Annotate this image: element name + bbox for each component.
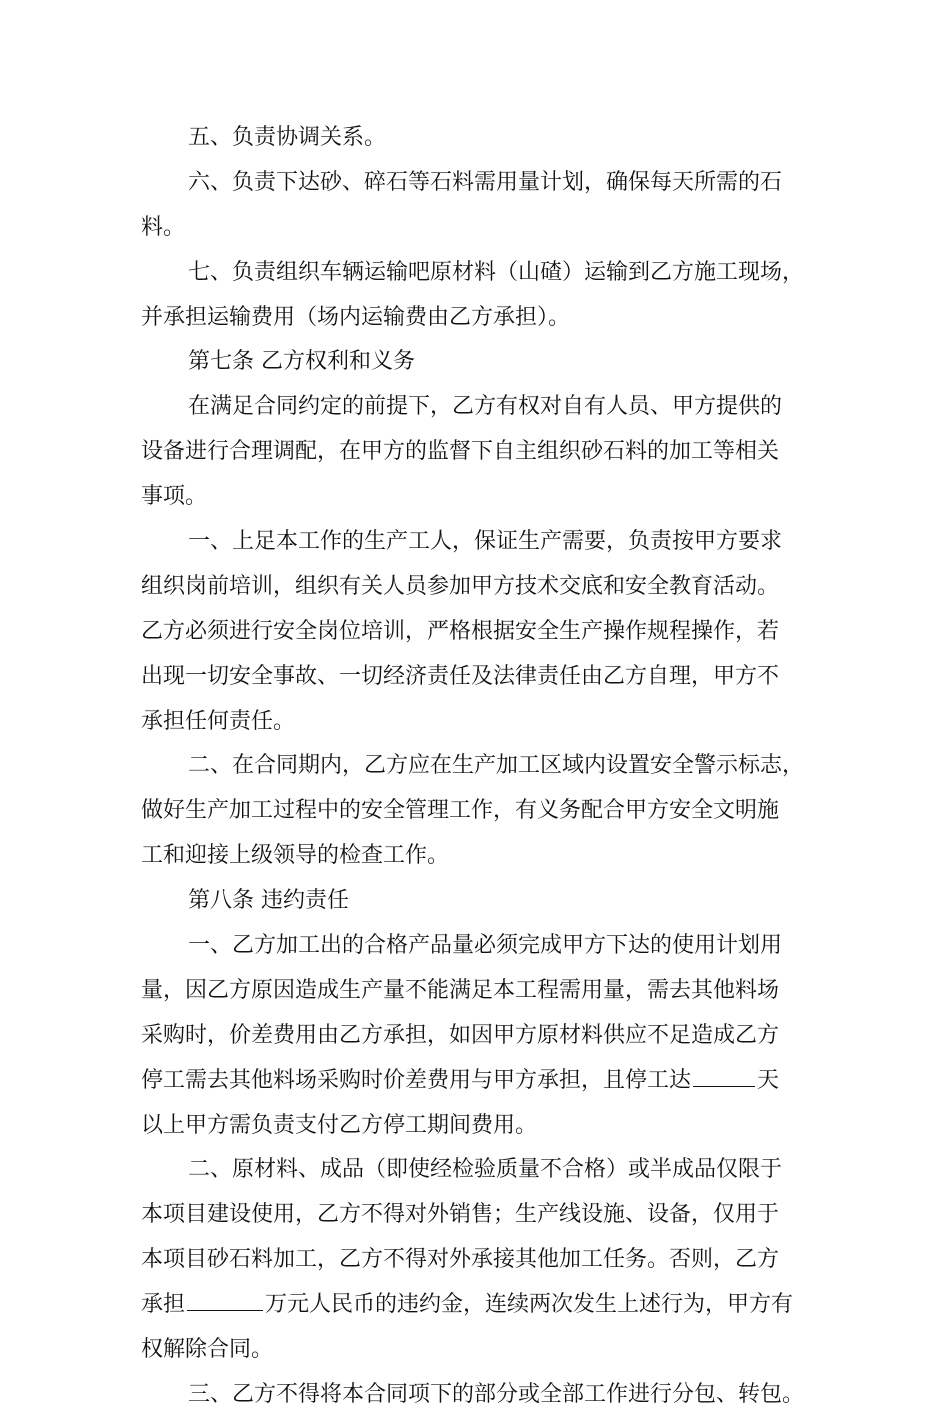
article-eight-item-two-line-4: [141, 1283, 831, 1328]
article-seven-intro-line-2: 设备进行合理调配，在甲方的监督下自主组织砂石料的加工等相关: [141, 439, 780, 465]
article-seven-item-two-line-2: 做好生产加工过程中的安全管理工作，有义务配合甲方安全文明施: [141, 798, 780, 824]
article-eight-item-two: 二、原材料、成品（即使经检验质量不合格）或半成品仅限于: [188, 1157, 783, 1183]
article-eight-item-one-line-3: 采购时，价差费用由乙方承担，如因甲方原材料供应不足造成乙方: [141, 1022, 780, 1048]
article-seven-heading: 第七条 乙方权利和义务: [188, 349, 415, 375]
article-seven-item-one-line-4: 出现一切安全事故、一切经济责任及法律责任由乙方自理，甲方不: [141, 663, 780, 689]
clause-five-coordination: 五、负责协调关系。: [188, 125, 387, 150]
stoppage-text: 停工需去其他料场采购时价差费用与甲方承担，且停工达: [141, 1067, 692, 1093]
article-eight-item-two-line-5: 权解除合同。: [141, 1337, 274, 1363]
days-unit: 天: [757, 1067, 780, 1093]
article-seven-intro-line-3: 事项。: [141, 484, 208, 510]
article-seven-item-two: 二、在合同期内，乙方应在生产加工区域内设置安全警示标志，: [188, 753, 805, 779]
contract-text: [141, 116, 831, 1418]
article-seven-item-one-line-2: 组织岗前培训，组织有关人员参加甲方技术交底和安全教育活动。: [141, 573, 780, 599]
stoppage-days-blank: [693, 1062, 755, 1087]
article-eight-item-one-line-5: 以上甲方需负责支付乙方停工期间费用。: [141, 1112, 538, 1138]
penalty-amount-blank: [187, 1286, 263, 1311]
article-eight-item-one-line-4: [141, 1059, 831, 1104]
clause-six-stone-plan: 六、负责下达砂、碎石等石料需用量计划，确保每天所需的石: [188, 169, 783, 195]
liability-text: 万元人民币的违约金，连续两次发生上述行为，甲方有: [265, 1292, 794, 1318]
article-eight-item-one-line-2: 量，因乙方原因造成生产量不能满足本工程需用量，需去其他料场: [141, 977, 780, 1003]
liability-prefix: 承担: [141, 1292, 186, 1318]
clause-seven-transport: 七、负责组织车辆运输吧原材料（山碴）运输到乙方施工现场，: [188, 259, 805, 285]
article-eight-item-two-line-3: 本项目砂石料加工，乙方不得对外承接其他加工任务。否则，乙方: [141, 1247, 780, 1273]
article-seven-intro: 在满足合同约定的前提下，乙方有权对自有人员、甲方提供的: [188, 394, 783, 420]
article-eight-item-two-line-2: 本项目建设使用，乙方不得对外销售；生产线设施、设备，仅用于: [141, 1202, 780, 1228]
article-eight-item-three: 三、乙方不得将本合同项下的部分或全部工作进行分包、转包。: [188, 1381, 805, 1407]
article-eight-heading: 第八条 违约责任: [188, 888, 349, 914]
clause-seven-continuation: 并承担运输费用（场内运输费由乙方承担）。: [141, 304, 571, 330]
article-seven-item-one-line-5: 承担任何责任。: [141, 708, 296, 734]
clause-six-continuation: 料。: [141, 214, 186, 240]
article-seven-item-one: 一、上足本工作的生产工人，保证生产需要，负责按甲方要求: [188, 529, 783, 555]
article-seven-item-two-line-3: 工和迎接上级领导的检查工作。: [141, 843, 450, 869]
article-seven-item-one-line-3: 乙方必须进行安全岗位培训，严格根据安全生产操作规程操作，若: [141, 618, 780, 644]
article-eight-item-one: 一、乙方加工出的合格产品量必须完成甲方下达的使用计划用: [188, 933, 783, 959]
